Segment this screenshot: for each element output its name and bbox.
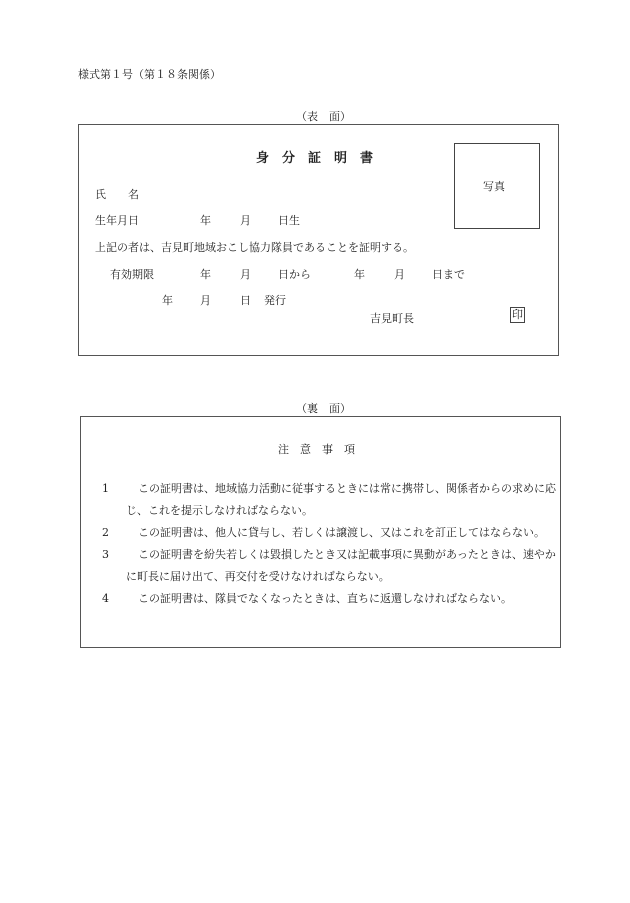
back-section-label: （裏 面） (296, 402, 351, 415)
issue-year: 年 (162, 294, 173, 307)
photo-label: 写真 (483, 180, 505, 193)
notice-item-text: この証明書は、隊員でなくなったときは、直ちに返還しなければならない。 (138, 592, 512, 605)
notice-list (92, 478, 556, 610)
notice-item-number: 1 (102, 482, 109, 495)
validity-to-year: 年 (354, 268, 365, 281)
birth-month: 月 (240, 214, 251, 227)
notice-item-number: 4 (102, 592, 109, 605)
notice-item-text: この証明書を紛失若しくは毀損したとき又は記載事項に異動があったときは、速やかに町長に届け出て、再交付を受けなければならない。 (126, 548, 556, 583)
notice-item (92, 478, 556, 522)
notice-item-text: この証明書は、他人に貸与し、若しくは譲渡し、又はこれを訂正してはならない。 (138, 526, 545, 539)
validity-to-month: 月 (394, 268, 405, 281)
notice-item-number: 2 (102, 526, 109, 539)
front-title: 身 分 証 明 書 (256, 151, 374, 166)
issuer-name: 吉見町長 (370, 312, 414, 325)
validity-label: 有効期限 (110, 268, 154, 281)
notice-item-text: この証明書は、地域協力活動に従事するときには常に携帯し、関係者からの求めに応じ、これを提示しなければならない。 (126, 482, 556, 517)
seal-mark: 印 (512, 308, 523, 321)
birth-day: 日生 (278, 214, 300, 227)
form-label: 様式第１号（第１８条関係） (78, 68, 221, 81)
birth-year: 年 (200, 214, 211, 227)
certify-text: 上記の者は、吉見町地域おこし協力隊員であることを証明する。 (95, 241, 414, 254)
name-label: 氏 名 (95, 188, 139, 201)
issue-day: 日 (240, 294, 251, 307)
birth-label: 生年月日 (95, 214, 139, 227)
validity-from-day: 日から (278, 268, 311, 281)
validity-from-year: 年 (200, 268, 211, 281)
validity-to-day: 日まで (432, 268, 465, 281)
issue-month: 月 (200, 294, 211, 307)
front-section-label: （表 面） (296, 110, 351, 123)
back-title: 注 意 事 項 (278, 443, 355, 456)
notice-item-number: 3 (102, 548, 109, 561)
validity-from-month: 月 (240, 268, 251, 281)
issue-label: 発行 (264, 294, 286, 307)
notice-item (92, 522, 556, 544)
notice-item (92, 544, 556, 588)
notice-item (92, 588, 556, 610)
